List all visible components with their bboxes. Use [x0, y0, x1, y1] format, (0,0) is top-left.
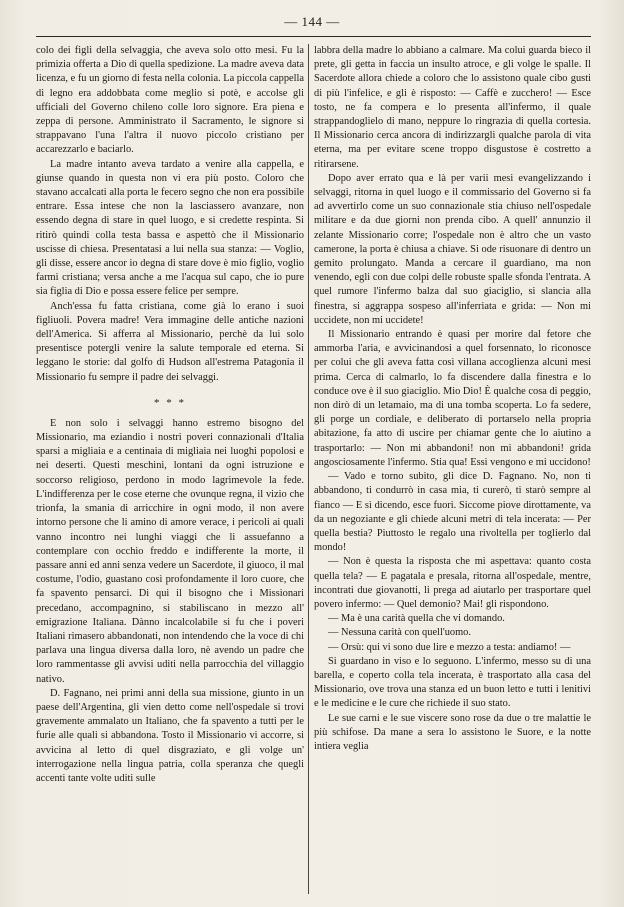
paragraph: colo dei figli della selvaggia, che aveva solo otto mesi. Fu la primizia offerta a Dio di quella spedizione. La madre aveva data licenza, e fu un giorno di festa nella colonia. La piccola cappella di legno era addobbata come meglio si potè, e accolse gli ufficiali del Governo chileno colle loro signore. Era piena e zeppa di persone. Amministrato il Sacramento, le signore si strappavano l'una l'altra il nuovo piccolo cristiano per accarezzarlo e baciarlo. [36, 45, 304, 156]
right-column [314, 44, 591, 894]
page-number: — 144 — [284, 14, 340, 29]
paragraph: La madre intanto aveva tardato a venire alla cappella, e giunse quando in questa non vi era più posto. Coloro che stavano accalcati alla porta le fecero segno che non era possibile entrare. Essa intese che non la lasciassero avanzare, non essendo degna di stare in quel luogo, e si credette respinta. Si ritirò quindi colla testa bassa e aspettò che il Missionario uscisse di chiesa. Presentatasi a lui nella sua stanza: — Voglio, gli disse, essere ancor io degna di stare dove è mio figlio, voglio farmi cristiana; versa anche a me l'acqua sul capo, che io pure sia figlia di Dio e possa essere felice per sempre. [36, 158, 304, 298]
paragraph: D. Fagnano, nei primi anni della sua missione, giunto in un paese dell'Argentina, gli vien detto come nell'ospedale si trovi gravemente ammalato un Italiano, che fa spavento a tutti per le furie alle quali si abbandona. Tosto il Missionario vi accorre, si avvicina al letto di quel disgraziato, e gli volge un' interrogazione nella lingua patria, colla speranza che quegli accenti tante volte uditi sulle [36, 687, 304, 784]
paragraph: — Vado e torno subito, gli dice D. Fagnano. No, non ti abbandono, ti condurrò in casa mia, ti curerò, ti starò sempre al fianco — E sì dicendo, esce fuori. Siccome piove dirottamente, va da un negoziante e gli chiede alcuni metri di tela incerata: — Per quella bestia? Piuttosto le regalo una rivoltella per toglierlo dal mondo! [314, 471, 591, 554]
paragraph: Anch'essa fu fatta cristiana, come già lo erano i suoi figliuoli. Povera madre! Vera immagine delle antiche nazioni dell'America. Si afferra al Missionario, perchè da lui solo presentisce potergli venire la salute temporale ed eterna. Si leggano le storie: dal golfo di Hudson all'estrema Patagonia il Missionario fu sempre il padre dei selvaggi. [36, 300, 304, 383]
paragraph: — Ma è una carità quella che vi domando. [328, 613, 505, 625]
paragraph: — Orsù: qui vi sono due lire e mezzo a testa: andiamo! — [328, 641, 571, 653]
paragraph: — Nessuna carità con quell'uomo. [328, 627, 471, 639]
paragraph: E non solo i selvaggi hanno estremo bisogno del Missionario, ma eziandio i nostri poveri connazionali d'Italia sparsi a migliaia e a centinaia di migliaia nei luoghi popolosi e nei deserti. Questi meschini, lontani da ogni istruzione e soccorso religioso, perdono in modo lagrimevole la fede. L'indifferenza per le cose eterne che ovunque regna, il vizio che trionfa, la smania di arricchire in ogni modo, il non avere intorno persone che li amino di amore verace, i pericoli ai quali vanno incontro nei lunghi viaggi che li assuefanno a contemplare con occhio freddo e indifferente la morte, il passare anni ed anni senza vedere un Sacerdote, il giuoco, il mal costume, l'odio, guastano così profondamente il loro cuore, che fa spavento pensarci. Di qui il bisogno che i Missionari precedano, accompagnino, si stabiliscano in mezzo all' emigrazione Italiana. Dànno incalcolabile si fu che i poveri Italiani rimasero abbandonati, non intendendo che la voce di chi parlava una lingua diversa dalla loro, nè avendo un padre che loro rammentasse gli avvisi uditi nella parrocchia del villaggio nativo. [36, 417, 304, 685]
paragraph: Dopo aver errato qua e là per varii mesi evangelizzando i selvaggi, ritorna in quel luogo e il commissario del Governo si fa ad avvertirlo come un suo connazionale stia chiuso nell'ospedale militare e da due giorni non prenda cibo. A quell' annunzio il zelante Missionario corre; l'ospedale non è altro che un vasto camerone, la porta è chiusa a chiave. Si ode risuonare di dentro un gemito prolungato. Manda a cercare il guardiano, ma non venendo, egli con due colpi delle robuste spalle sfonda l'entrata. A quel rumore l'infermo balza dal suo giaciglio, si slancia alla finestra, si aggrappa sospeso all'inferriata e grida: — Non mi uccidete, non mi uccidete! [314, 172, 591, 326]
header-rule [36, 36, 591, 37]
left-column [36, 44, 304, 894]
paragraph: labbra della madre lo abbiano a calmare. Ma colui guarda bieco il prete, gli getta in faccia un insulto atroce, e gli volge le spalle. Il Sacerdote allora chiede a coloro che lo assistono quale cibo gusti di più l'infelice, e gli è risposto: — Caffè e zucchero! — Esce tosto, ne fa compera e lo presenta all'infermo, il quale strappandoglielo di mano, neppure lo ringrazia di quella cortesia. Il Missionario cerca ancora di indirizzargli qualche parola di vita eterna, ma per evitare scene troppo disgustose è costretto a ritirarsene. [314, 45, 591, 170]
paragraph: Si guardano in viso e lo seguono. L'infermo, messo su di una barella, e coperto colla tela incerata, è trasportato alla casa del Missionario, ove trova una stanza ed un buon letto e tutti i lenitivi e le medicine e le cure che richiede il suo stato. [314, 655, 591, 710]
paragraph: Il Missionario entrando è quasi per morire dal fetore che ammorba l'aria, e avvicinandosi a quel forsennato, lo riconosce per colui che gli aveva fatta così villana accoglienza alcuni mesi prima. Cerca di calmarlo, lo fa discendere dalla finestra e lo conduce ove è il suo giaciglio. Mio Dio! È qualche cosa di peggio, non dirò di un letamaio, ma di una tomba scoperta. Lo fa sedere, gli porge un cordiale, e deliberato di portarselo nella propria abitazione, fa atto di uscire per chiamar gente che lo aiutino a trasportarlo: — Non mi abbandoni! non mi abbandoni! grida angosciosamente l'infermo. Stia qua! Essi vengono e mi uccidono! [314, 329, 591, 468]
paragraph: Le sue carni e le sue viscere sono rose da due o tre malattie le più schifose. Da mane a sera lo assistono le Suore, e la notte intiera veglia [314, 712, 591, 752]
ornament-glyph: * * * [154, 396, 186, 409]
section-ornament [36, 396, 304, 409]
column-divider [308, 44, 309, 894]
paragraph: — Non è questa la risposta che mi aspettava: quanto costa quella tela? — E pagatala e presala, ritorna all'ospedale, mentre, incontrati due giovanotti, li prega ad aiutarlo per trasportare quel povero infermo: — Quel demonio? Mai! gli rispondono. [314, 556, 591, 610]
